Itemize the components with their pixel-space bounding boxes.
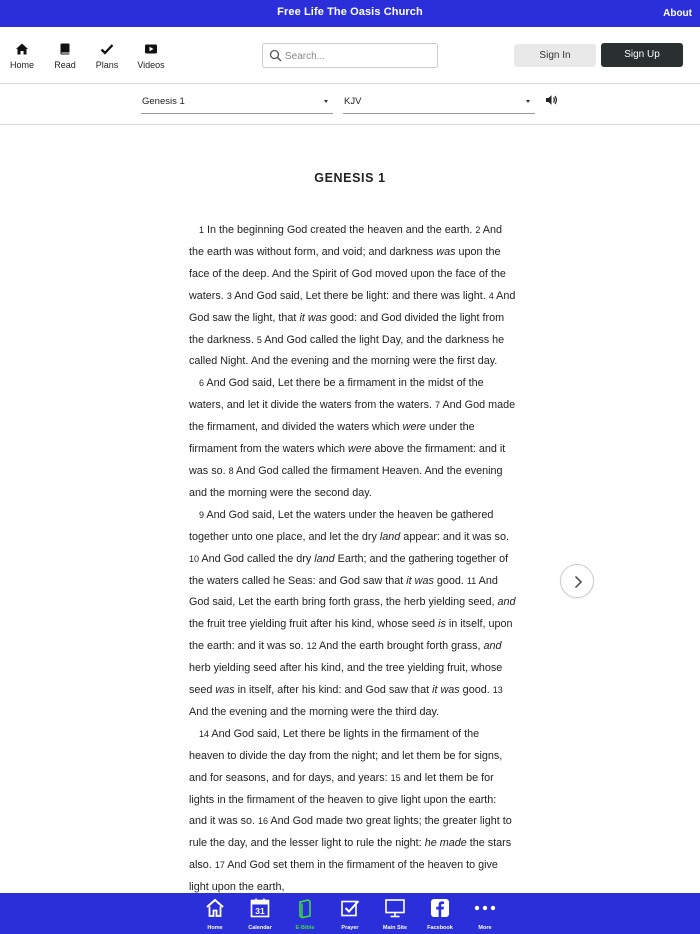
tab-main-site[interactable] bbox=[375, 897, 415, 931]
search-box bbox=[262, 43, 438, 68]
nav-item-home[interactable] bbox=[2, 42, 42, 70]
italic-text: is bbox=[438, 618, 446, 631]
selector-bar bbox=[0, 84, 700, 125]
verse-text: And God called the firmament Heaven. And the evening and the morning were the second day. bbox=[189, 464, 503, 499]
verse-number: 4 bbox=[488, 290, 494, 301]
checkmark-icon bbox=[87, 42, 127, 58]
dropdown-arrow-icon bbox=[324, 100, 328, 103]
sign-up-button[interactable]: Sign Up bbox=[601, 43, 683, 67]
book-chapter-select[interactable] bbox=[141, 93, 333, 114]
search-icon bbox=[269, 49, 282, 62]
verse-text: Earth; and the gathering together of the waters called he Seas: and God saw that bbox=[189, 552, 509, 587]
verse-text: above the firmament: and it was so. bbox=[189, 443, 506, 477]
verse-text: and let them be for lights in the firmament of the heaven to give light upon the earth: and it was so. bbox=[189, 771, 497, 828]
verse-text: in itself, upon the earth: and it was so. bbox=[189, 618, 513, 653]
verse-number: 15 bbox=[390, 772, 401, 783]
bottom-tab-bar bbox=[0, 893, 700, 934]
italic-text: was bbox=[215, 684, 235, 697]
calendar-icon bbox=[240, 897, 280, 921]
tab-prayer[interactable] bbox=[330, 897, 370, 931]
verse-text: And the earth was without form, and void; and darkness bbox=[189, 224, 502, 258]
verse-number: 16 bbox=[258, 816, 269, 827]
verse-text: good: and God divided the light from the darkness. bbox=[189, 311, 505, 346]
italic-text: it was bbox=[406, 574, 434, 587]
monitor-icon bbox=[375, 897, 415, 921]
chevron-right-icon bbox=[572, 575, 584, 589]
speaker-icon[interactable] bbox=[545, 93, 559, 111]
verse-text: herb yielding seed after his kind, and the tree yielding fruit, whose seed bbox=[189, 662, 503, 697]
verse-text: And God called the dry bbox=[199, 552, 315, 565]
tab-label: E-Bible bbox=[295, 925, 315, 931]
verse-text: good. bbox=[433, 574, 467, 587]
italic-text: land bbox=[314, 552, 335, 565]
verse-text: And God saw the light, that bbox=[189, 289, 516, 324]
verse-text: And God called the light Day, and the darkness he called Night. And the evening and the morning were the first day. bbox=[189, 333, 505, 368]
nav-item-label: Home bbox=[9, 60, 34, 70]
italic-text: he made bbox=[424, 837, 467, 850]
verse-number: 7 bbox=[435, 400, 441, 411]
tab-label: Calendar bbox=[248, 925, 272, 931]
verse-number: 8 bbox=[228, 465, 234, 476]
nav-item-label: Videos bbox=[137, 60, 165, 70]
prayer-check-icon bbox=[330, 897, 370, 921]
tab-label: Prayer bbox=[341, 925, 359, 931]
verse-number: 11 bbox=[466, 575, 477, 586]
italic-text: it was bbox=[432, 684, 460, 697]
italic-text: and bbox=[483, 640, 502, 653]
scripture-paragraph bbox=[189, 724, 517, 899]
verse-text: In the beginning God created the heaven and the earth. bbox=[204, 224, 476, 236]
sign-in-button[interactable]: Sign In bbox=[514, 44, 596, 67]
verse-number: 10 bbox=[189, 553, 200, 564]
verse-number: 6 bbox=[199, 378, 205, 389]
tab-facebook[interactable] bbox=[420, 897, 460, 931]
tab-label: More bbox=[478, 925, 492, 931]
more-dots-icon bbox=[465, 897, 505, 921]
italic-text: it was bbox=[299, 311, 328, 324]
church-title: Free Life The Oasis Church bbox=[277, 6, 423, 18]
verse-text: the fruit tree yielding fruit after his kind, whose seed bbox=[189, 618, 439, 631]
tab-more[interactable] bbox=[465, 897, 505, 931]
scripture-paragraph bbox=[189, 220, 517, 373]
italic-text: were bbox=[402, 421, 427, 434]
verse-number: 14 bbox=[199, 728, 210, 739]
tab-calendar[interactable] bbox=[240, 897, 280, 931]
tab-label: Home bbox=[207, 925, 223, 931]
nav-item-label: Plans bbox=[95, 60, 119, 70]
next-chapter-button[interactable] bbox=[560, 564, 594, 598]
bible-icon bbox=[285, 897, 325, 921]
verse-text: And God said, Let there be a firmament in the midst of the waters, and let it divide the waters from the waters. bbox=[189, 377, 484, 412]
dropdown-arrow-icon bbox=[526, 100, 530, 103]
italic-text: and bbox=[497, 596, 516, 609]
italic-text: was bbox=[436, 245, 456, 258]
verse-text: the stars also. bbox=[189, 837, 512, 872]
nav-item-label: Read bbox=[54, 60, 76, 70]
book-chapter-value: Genesis 1 bbox=[142, 96, 185, 107]
tab-label: Facebook bbox=[427, 925, 453, 931]
verse-number: 2 bbox=[475, 225, 481, 235]
verse-number: 9 bbox=[199, 509, 205, 520]
nav-item-read[interactable] bbox=[45, 42, 85, 70]
verse-number: 1 bbox=[199, 225, 205, 235]
nav-bar bbox=[0, 27, 700, 84]
verse-text: appear: and it was so. bbox=[400, 530, 509, 543]
verse-text: good. bbox=[459, 684, 493, 697]
italic-text: land bbox=[379, 530, 401, 543]
book-icon bbox=[45, 42, 85, 58]
calendar-day: 31 bbox=[255, 906, 265, 917]
verse-text: And the evening and the morning were the third day. bbox=[189, 705, 440, 718]
scripture-paragraph bbox=[189, 505, 517, 724]
facebook-icon bbox=[420, 897, 460, 921]
scripture-paragraph bbox=[189, 373, 517, 504]
scripture-text bbox=[189, 220, 517, 899]
italic-text: were bbox=[348, 443, 372, 456]
verse-text: And God made the firmament, and divided the waters which bbox=[189, 399, 516, 434]
play-icon bbox=[131, 42, 171, 58]
tab-e-bible[interactable] bbox=[285, 897, 325, 931]
version-select[interactable] bbox=[343, 93, 535, 114]
chapter-title: GENESIS 1 bbox=[314, 171, 386, 185]
about-link[interactable]: About bbox=[663, 8, 692, 19]
verse-text: And God said, Let the waters under the heaven be gathered together unto one place, and let the dry bbox=[189, 508, 494, 543]
search-input[interactable] bbox=[285, 47, 433, 65]
version-value: KJV bbox=[344, 96, 362, 107]
verse-number: 5 bbox=[256, 334, 262, 345]
verse-number: 13 bbox=[492, 685, 503, 696]
verse-text: And God said, Let there be light: and there was light. bbox=[231, 289, 489, 302]
verse-text: in itself, after his kind: and God saw that bbox=[234, 684, 433, 697]
verse-text: under the firmament from the waters which bbox=[189, 421, 475, 456]
nav-item-plans[interactable] bbox=[87, 42, 127, 70]
verse-text: And God said, Let there be lights in the firmament of the heaven to divide the day from the night; and let them be for signs, and for seasons, and for days, and years: bbox=[189, 727, 503, 784]
home-icon bbox=[195, 897, 235, 921]
verse-number: 3 bbox=[226, 290, 232, 301]
verse-text: upon the face of the deep. And the Spirit of God moved upon the face of the waters. bbox=[189, 245, 506, 302]
verse-text: And God set them in the firmament of the heaven to give light upon the earth, bbox=[189, 859, 498, 894]
verse-text: And God made two great lights; the greater light to rule the day, and the lesser light to rule the night: bbox=[189, 815, 512, 850]
verse-text: And God said, Let the earth bring forth grass, the herb yielding seed, bbox=[189, 574, 498, 609]
top-bar bbox=[0, 0, 700, 27]
verse-number: 17 bbox=[214, 860, 225, 871]
tab-label: Main Site bbox=[382, 925, 408, 931]
nav-item-videos[interactable] bbox=[131, 42, 171, 70]
home-icon bbox=[2, 42, 42, 58]
verse-number: 12 bbox=[306, 641, 317, 652]
tab-home[interactable] bbox=[195, 897, 235, 931]
verse-text: And the earth brought forth grass, bbox=[316, 640, 484, 653]
